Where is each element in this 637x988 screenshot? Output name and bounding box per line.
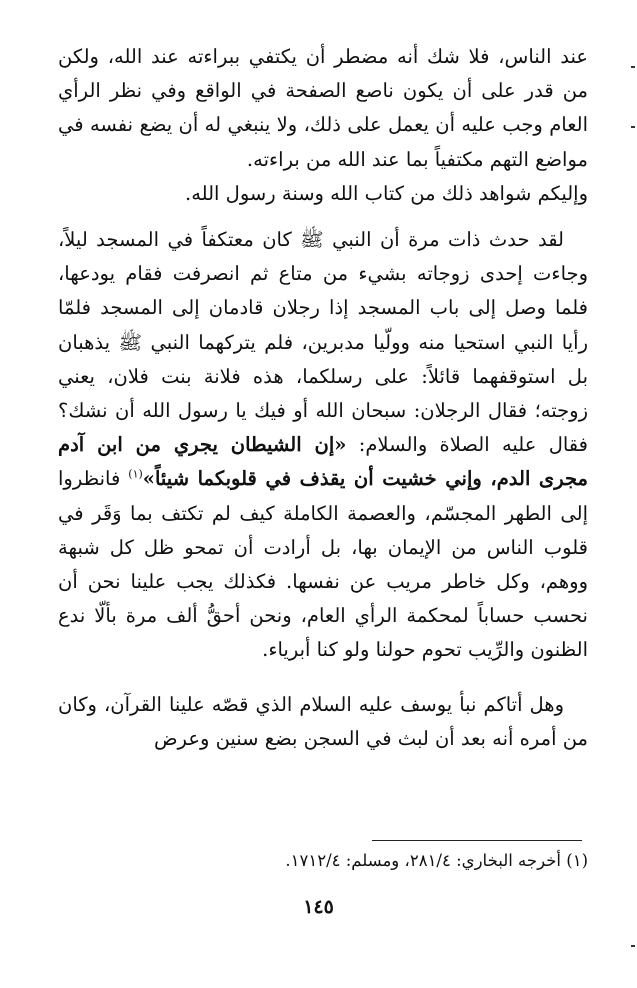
paragraph-3-part-1: لقد حدث ذات مرة أن النبي ﷺ كان معتكفاً في المسجد ليلاً، وجاءت إحدى زوجاته بشيء من متاع ثم انصرفت فقام يودعها، فلما وصل إلى باب المسجد إذا رجلان قادمان إلى المسجد فلمّا رأيا النبي استحيا منه وولّيا مدبرين، فلم يتركهما النبي ﷺ يذهبان بل استوقفهما قائلاً: على رسلكما، هذه فلانة بنت فلان، يعني زوجته؛ فقال الرجلان: سبحان الله أو فيك يا رسول الله أن نشك؟ فقال عليه الصلاة والسلام:: [58, 228, 588, 457]
paragraph-1: عند الناس، فلا شك أنه مضطر أن يكتفي ببراءته عند الله، ولكن من قدر على أن يكون ناصع الصفحة في الواقع وفي نظر الرأي العام وجب عليه أن يعمل على ذلك، ولا ينبغي له أن يضع نفسه في مواضع التهم مكتفياً بما عند الله من براءته.: [58, 45, 588, 171]
hadith-quote: «إن الشيطان يجري من ابن آدم مجرى الدم، وإني خشيت أن يقذف في قلوبكما شيئاً»: [58, 433, 588, 491]
paragraph-3: [58, 223, 588, 668]
paragraph-4: وهل أتاكم نبأ يوسف عليه السلام الذي قصّه علينا القرآن، وكان من أمره أنه بعد أن لبث في السجن بضع سنين وعرض: [58, 692, 588, 750]
margin-tick-mark: [631, 126, 635, 128]
footnote-separator: [372, 840, 582, 841]
margin-tick-mark: [631, 945, 635, 947]
margin-tick-mark: [631, 66, 635, 68]
paragraph-2: وإليكم شواهد ذلك من كتاب الله وسنة رسول الله.: [185, 181, 588, 205]
page-number: ١٤٥: [303, 896, 334, 918]
paragraph-3-part-2: فانظروا إلى الطهر المجسّم، والعصمة الكاملة كيف لم تكتف بما وَقَر في قلوب الناس من الإيمان بها، بل أرادت أن تمحو ظل كل شبهة ووهم، وكل خاطر مريب عن نفسها. فكذلك يجب علينا نحن أن نحسب حساباً لمحكمة الرأي العام، ونحن أحقُّ ألف مرة بألّا ندع الظنون والرِّيب تحوم حولنا ولو كنا أبرياء.: [58, 467, 588, 662]
footnote: (١) أخرجه البخاري: ٢٨١/٤، ومسلم: ١٧١٢/٤.: [285, 851, 588, 870]
page-body: [58, 40, 588, 756]
footnote-reference: (١): [128, 467, 143, 481]
